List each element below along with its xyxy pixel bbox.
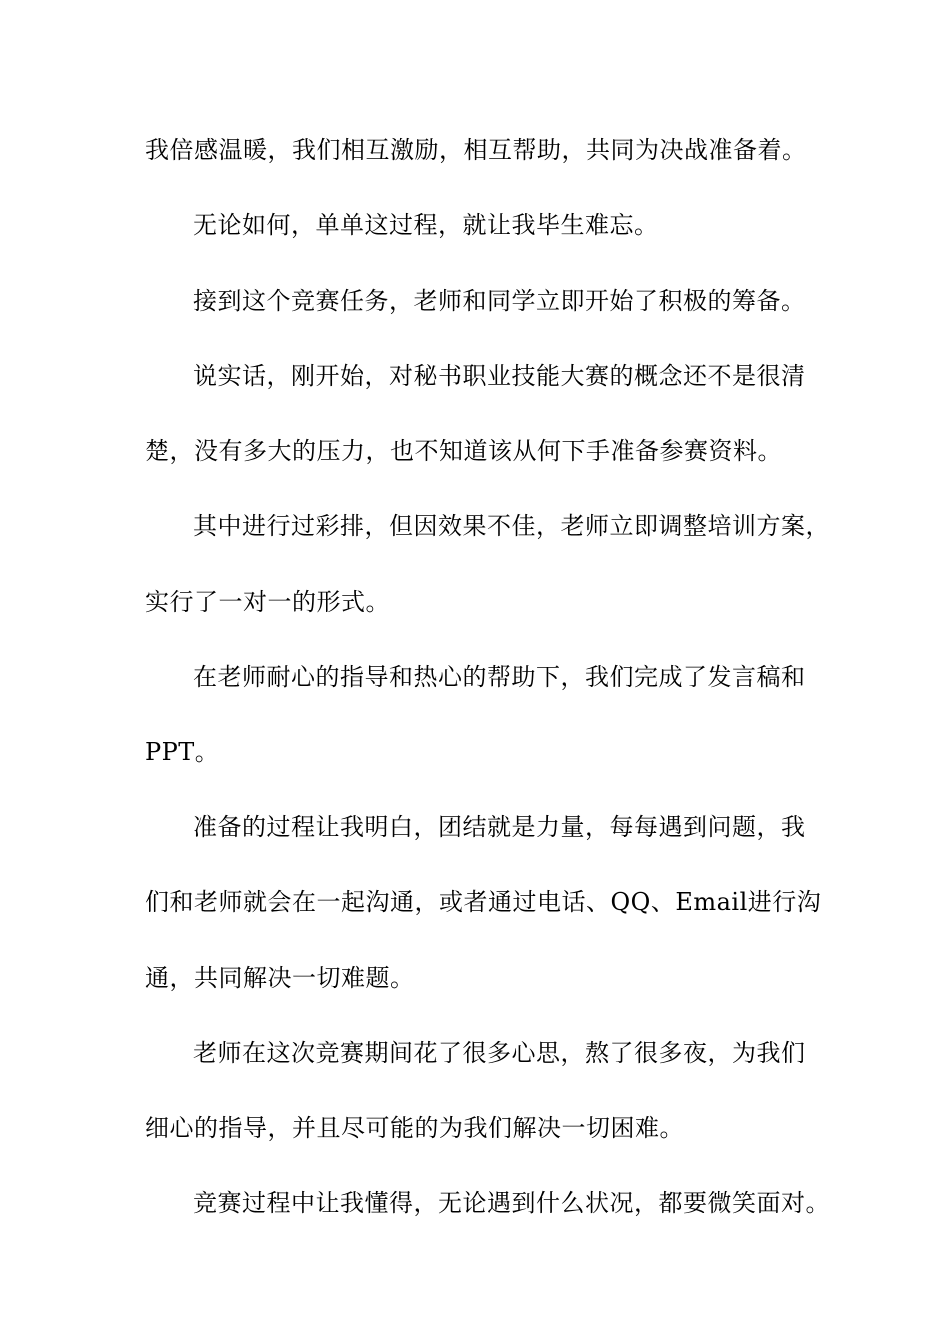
text-line: 其中进行过彩排，但因效果不佳，老师立即调整培训方案， [193,512,830,540]
text-line: 我倍感温暖，我们相互激励，相互帮助，共同为决战准备着。 [145,136,807,164]
text-line: 接到这个竞赛任务，老师和同学立即开始了积极的筹备。 [193,287,806,315]
text-line: 说实话，刚开始，对秘书职业技能大赛的概念还不是很清 [193,362,806,390]
text-line: 无论如何，单单这过程，就让我毕生难忘。 [193,211,659,239]
text-line: 细心的指导，并且尽可能的为我们解决一切困难。 [145,1114,684,1142]
text-line: 准备的过程让我明白，团结就是力量，每每遇到问题，我 [193,813,806,841]
text-line: 实行了一对一的形式。 [145,588,390,616]
text-line: 通，共同解决一切难题。 [145,964,415,992]
text-line: 老师在这次竞赛期间花了很多心思，熬了很多夜，为我们 [193,1039,806,1067]
text-line: PPT。 [145,738,220,766]
text-line: 们和老师就会在一起沟通，或者通过电话、QQ、Email进行沟 [145,888,822,916]
text-line: 在老师耐心的指导和热心的帮助下，我们完成了发言稿和 [193,663,806,691]
text-line: 竞赛过程中让我懂得，无论遇到什么状况，都要微笑面对。 [193,1189,830,1217]
text-line: 楚，没有多大的压力，也不知道该从何下手准备参赛资料。 [145,437,782,465]
